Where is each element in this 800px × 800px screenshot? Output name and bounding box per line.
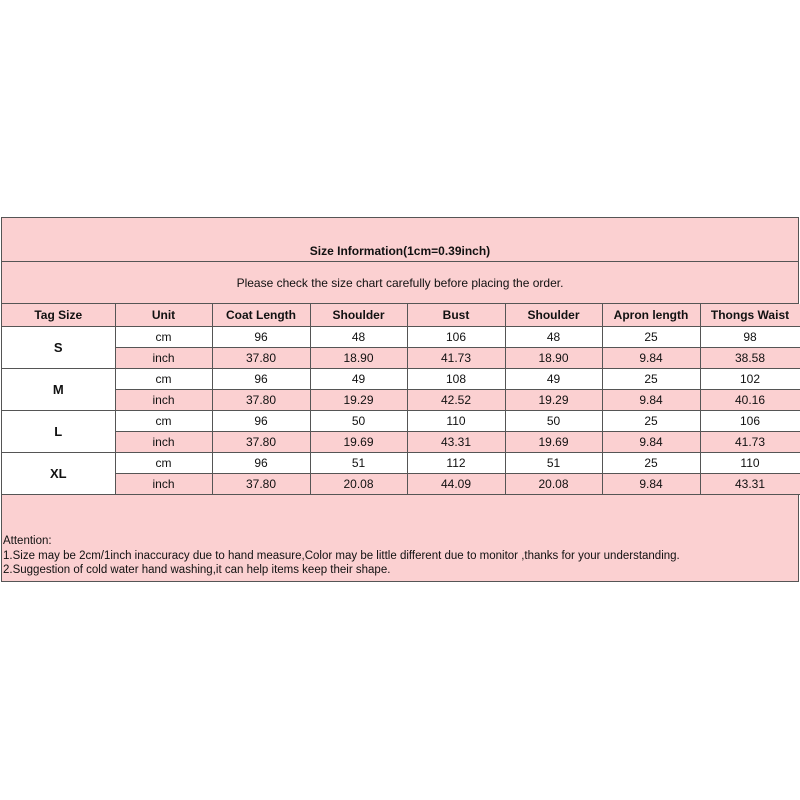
value-cell: 37.80 <box>212 431 310 452</box>
value-cell: 102 <box>700 368 800 389</box>
chart-title: Size Information(1cm=0.39inch) <box>2 218 799 262</box>
value-cell: 19.29 <box>505 389 602 410</box>
value-cell: 51 <box>505 452 602 473</box>
value-cell: 106 <box>407 326 505 347</box>
tag-size-cell: S <box>2 326 115 368</box>
header-tag-size: Tag Size <box>2 304 115 326</box>
attention-line-1: 1.Size may be 2cm/1inch inaccuracy due to hand measure,Color may be little different due to monitor ,thanks for your understanding. <box>3 549 680 562</box>
value-cell: 108 <box>407 368 505 389</box>
value-cell: 37.80 <box>212 347 310 368</box>
attention-heading: Attention: <box>3 535 52 547</box>
table-row <box>2 473 800 494</box>
value-cell: 25 <box>602 326 700 347</box>
value-cell: 49 <box>310 368 407 389</box>
value-cell: 41.73 <box>700 431 800 452</box>
unit-cell: inch <box>115 389 212 410</box>
value-cell: 50 <box>505 410 602 431</box>
value-cell: 25 <box>602 410 700 431</box>
value-cell: 43.31 <box>407 431 505 452</box>
value-cell: 9.84 <box>602 473 700 494</box>
value-cell: 42.52 <box>407 389 505 410</box>
value-cell: 51 <box>310 452 407 473</box>
value-cell: 9.84 <box>602 347 700 368</box>
unit-cell: cm <box>115 326 212 347</box>
tag-size-cell: L <box>2 410 115 452</box>
tag-size-cell: XL <box>2 452 115 494</box>
value-cell: 98 <box>700 326 800 347</box>
attention-line-2: 2.Suggestion of cold water hand washing,it can help items keep their shape. <box>3 564 391 576</box>
value-cell: 112 <box>407 452 505 473</box>
value-cell: 96 <box>212 368 310 389</box>
value-cell: 19.69 <box>505 431 602 452</box>
value-cell: 20.08 <box>505 473 602 494</box>
unit-cell: cm <box>115 410 212 431</box>
header-shoulder-2: Shoulder <box>505 304 602 326</box>
value-cell: 110 <box>407 410 505 431</box>
table-row <box>2 389 800 410</box>
value-cell: 25 <box>602 452 700 473</box>
attention-notes <box>2 495 799 582</box>
value-cell: 41.73 <box>407 347 505 368</box>
value-cell: 96 <box>212 452 310 473</box>
value-cell: 43.31 <box>700 473 800 494</box>
size-chart <box>1 217 799 582</box>
tag-size-cell: M <box>2 368 115 410</box>
value-cell: 96 <box>212 326 310 347</box>
table-row <box>2 326 800 347</box>
value-cell: 50 <box>310 410 407 431</box>
header-unit: Unit <box>115 304 212 326</box>
value-cell: 19.69 <box>310 431 407 452</box>
value-cell: 49 <box>505 368 602 389</box>
header-row <box>2 304 800 326</box>
value-cell: 37.80 <box>212 389 310 410</box>
table-row <box>2 347 800 368</box>
unit-cell: cm <box>115 452 212 473</box>
value-cell: 20.08 <box>310 473 407 494</box>
value-cell: 9.84 <box>602 389 700 410</box>
header-thongs-waist: Thongs Waist <box>700 304 800 326</box>
unit-cell: cm <box>115 368 212 389</box>
unit-cell: inch <box>115 473 212 494</box>
unit-cell: inch <box>115 347 212 368</box>
value-cell: 19.29 <box>310 389 407 410</box>
value-cell: 96 <box>212 410 310 431</box>
value-cell: 25 <box>602 368 700 389</box>
header-shoulder: Shoulder <box>310 304 407 326</box>
value-cell: 37.80 <box>212 473 310 494</box>
value-cell: 18.90 <box>310 347 407 368</box>
value-cell: 40.16 <box>700 389 800 410</box>
value-cell: 110 <box>700 452 800 473</box>
value-cell: 44.09 <box>407 473 505 494</box>
size-table <box>2 304 800 495</box>
value-cell: 9.84 <box>602 431 700 452</box>
value-cell: 18.90 <box>505 347 602 368</box>
value-cell: 106 <box>700 410 800 431</box>
unit-cell: inch <box>115 431 212 452</box>
value-cell: 48 <box>505 326 602 347</box>
table-row <box>2 410 800 431</box>
table-row <box>2 368 800 389</box>
value-cell: 38.58 <box>700 347 800 368</box>
header-apron-length: Apron length <box>602 304 700 326</box>
value-cell: 48 <box>310 326 407 347</box>
header-coat-length: Coat Length <box>212 304 310 326</box>
header-bust: Bust <box>407 304 505 326</box>
table-row <box>2 452 800 473</box>
chart-notice: Please check the size chart carefully before placing the order. <box>2 262 799 304</box>
table-row <box>2 431 800 452</box>
